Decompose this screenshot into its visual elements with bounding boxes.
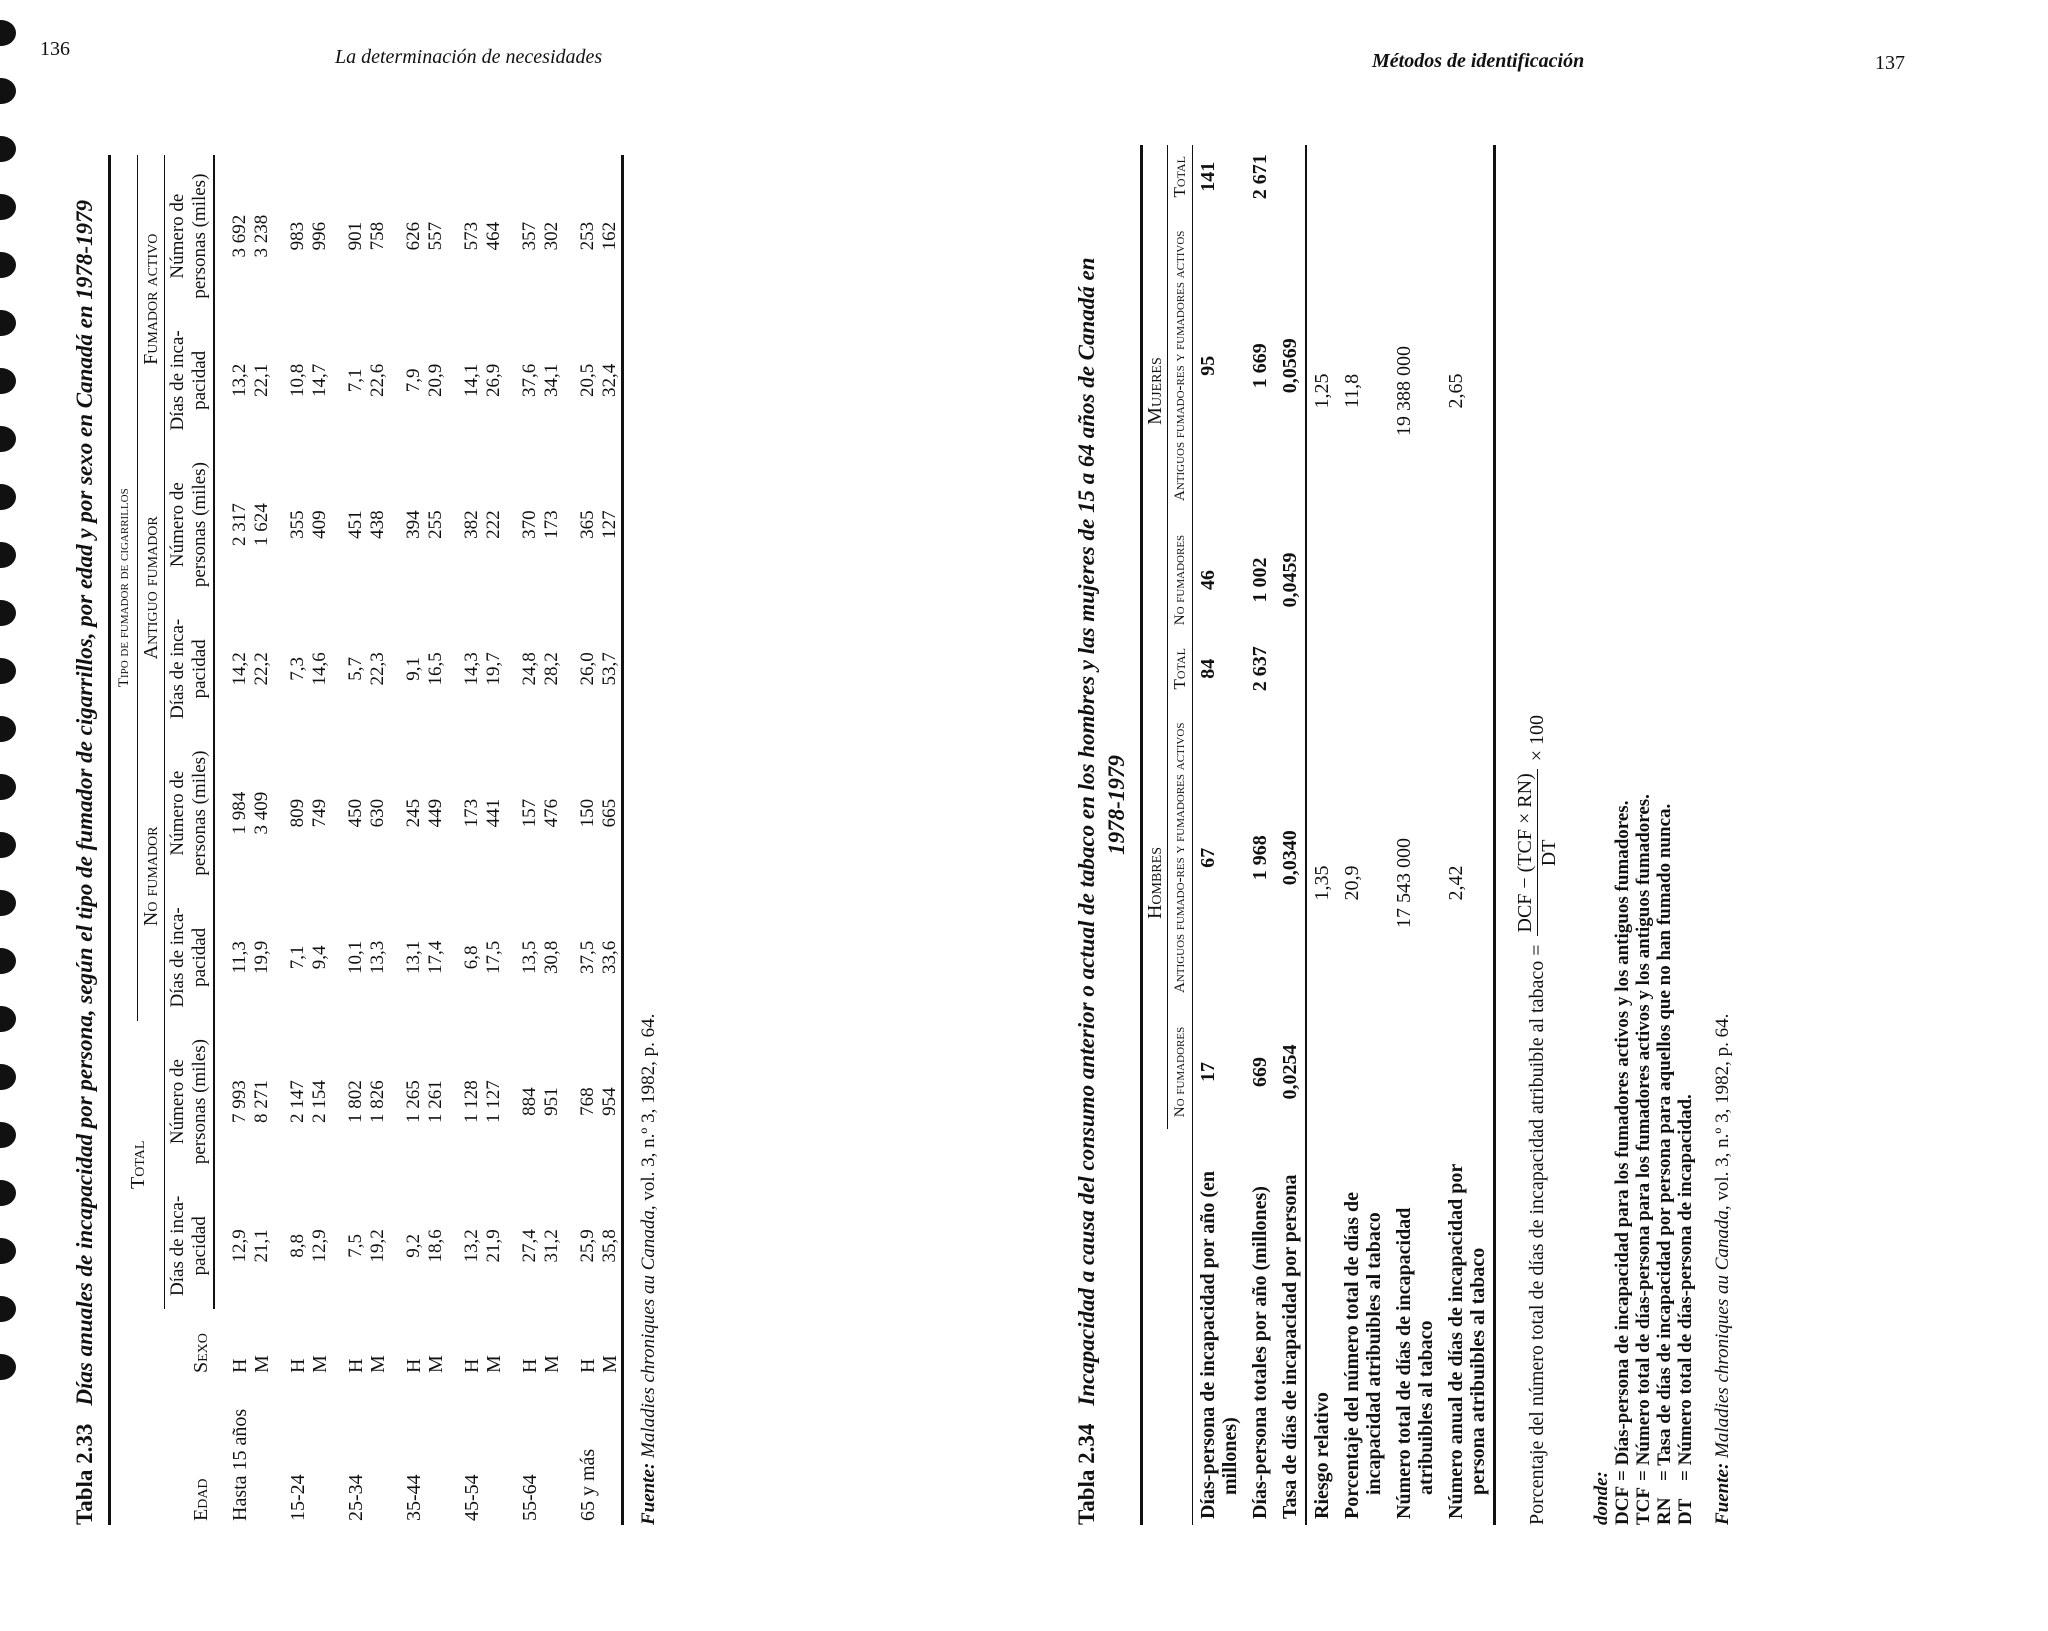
row-label: Tasa de días de incapacidad por persona (1275, 1129, 1306, 1525)
value-cell: 13,2 (461, 1229, 482, 1263)
value-cell: 32,4 (599, 363, 620, 397)
running-head-left: La determinación de necesidades (335, 46, 603, 68)
table-234-title-cont: 1978-1979 (1104, 755, 1129, 855)
age-cell (425, 1377, 447, 1525)
col-total: Total (1168, 145, 1193, 209)
value-cell: 9,2 (403, 1233, 424, 1258)
value-cell: 37,5 (577, 940, 598, 974)
table-row (599, 155, 623, 1525)
value-cell: 449 (425, 798, 446, 828)
sex-cell: H (461, 1358, 483, 1373)
value-cell: 10,8 (287, 363, 308, 397)
value-cell: 394 (403, 510, 424, 539)
value-cell: 1 669 (1249, 343, 1271, 389)
value-cell: 14,2 (229, 652, 250, 686)
value-cell: 22,2 (251, 652, 272, 686)
value-cell: 14,1 (461, 363, 482, 397)
binding-hole (0, 774, 16, 800)
row-label: Días-persona de incapacidad por año (en millones) (1197, 1170, 1241, 1519)
table-233-source: Fuente: Maladies chroniques au Canada, vol. 3, n.º 3, 1982, p. 64. (638, 1013, 659, 1525)
value-cell: 8 271 (251, 1080, 272, 1123)
group-hombres: Hombres (1142, 637, 1168, 1129)
col-antiguos: Antiguos fumado-res y fumadores activos (1168, 701, 1193, 1016)
legend-key: TCF (1633, 1487, 1654, 1525)
value-cell: 35,8 (599, 1229, 620, 1263)
col-sexo: Sexo (190, 1333, 212, 1373)
value-cell: 30,8 (541, 940, 562, 974)
table-234-page (1072, 85, 2012, 1525)
hombres-value: 2,42 (1445, 865, 1467, 901)
sub-dias: Días de inca-pacidad (165, 894, 215, 1020)
value-cell: 10,1 (345, 940, 366, 974)
binding-hole (0, 20, 16, 46)
value-cell: 13,3 (367, 940, 388, 974)
value-cell: 370 (519, 510, 540, 539)
value-cell: 382 (461, 510, 482, 539)
binding-hole (0, 136, 16, 162)
sub-numero: Número de personas (miles) (165, 444, 215, 606)
value-cell: 19,9 (251, 940, 272, 974)
table-row (563, 155, 599, 1525)
row-label: Riesgo relativo (1311, 1392, 1333, 1519)
binding-hole (0, 1064, 16, 1090)
value-cell: 27,4 (519, 1229, 540, 1263)
table-row (331, 155, 367, 1525)
mujeres-value: 2,65 (1445, 373, 1467, 409)
value-cell: 355 (287, 510, 308, 539)
table-233 (108, 155, 624, 1525)
value-cell: 173 (461, 798, 482, 828)
age-cell: 65 y más (577, 1448, 599, 1521)
value-cell: 16,5 (425, 652, 446, 686)
binding-hole (0, 1006, 16, 1032)
value-cell: 24,8 (519, 652, 540, 686)
value-cell: 17 (1197, 1062, 1219, 1082)
row-label: Días-persona totales por año (millones) (1249, 1186, 1271, 1519)
legend (1591, 85, 1733, 1525)
value-cell: 365 (577, 510, 598, 539)
age-cell: 35-44 (403, 1474, 425, 1521)
hombres-value: 1,35 (1311, 865, 1333, 901)
value-cell: 162 (599, 221, 620, 251)
sex-cell: H (345, 1358, 367, 1373)
hombres-value: 20,9 (1341, 865, 1363, 901)
age-cell (309, 1377, 331, 1525)
value-cell: 409 (309, 510, 330, 539)
value-cell: 3 692 (229, 214, 250, 258)
value-cell: 884 (519, 1087, 540, 1116)
sex-cell: M (309, 1355, 331, 1373)
value-cell: 809 (287, 798, 308, 828)
sub-numero: Número de personas (miles) (165, 732, 215, 894)
value-cell: 1 802 (345, 1080, 366, 1123)
value-cell: 2 147 (287, 1080, 308, 1123)
value-cell: 3 409 (251, 791, 272, 835)
legend-donde: donde: (1591, 1471, 1612, 1525)
age-cell (367, 1377, 389, 1525)
value-cell: 245 (403, 798, 424, 828)
group-fumador-activo: Fumador activo (138, 155, 165, 444)
table-row (1193, 145, 1246, 1525)
binding-hole (0, 890, 16, 916)
value-cell: 626 (403, 221, 424, 251)
value-cell: 1 984 (229, 791, 250, 835)
table-row (425, 155, 447, 1525)
table-row (309, 155, 331, 1525)
value-cell: 28,2 (541, 652, 562, 686)
value-cell: 1 624 (251, 503, 272, 546)
col-edad: Edad (190, 1478, 212, 1521)
value-cell: 22,6 (367, 363, 388, 397)
value-cell: 441 (483, 798, 504, 828)
binding-hole (0, 194, 16, 220)
value-cell: 127 (599, 510, 620, 539)
sex-cell: H (403, 1358, 425, 1373)
legend-item (1612, 85, 1633, 1525)
formula-lead: Porcentaje del número total de días de incapacidad atribuible al tabaco = (1526, 944, 1548, 1525)
value-cell: 302 (541, 221, 562, 251)
binding-hole (0, 832, 16, 858)
value-cell: 26,9 (483, 363, 504, 397)
value-cell: 901 (345, 221, 366, 251)
sub-dias: Días de inca-pacidad (165, 606, 215, 732)
col-total: Total (1168, 637, 1193, 700)
legend-key: RN (1654, 1497, 1675, 1525)
value-cell: 357 (519, 221, 540, 251)
row-label: Número anual de días de incapacidad por persona atribuibles al tabaco (1445, 1164, 1489, 1519)
value-cell: 9,1 (403, 656, 424, 681)
value-cell: 37,6 (519, 363, 540, 397)
value-cell: 573 (461, 221, 482, 251)
row-label: Número total de días de incapacidad atribuibles al tabaco (1393, 1207, 1437, 1519)
running-head-right: Métodos de identificación (1372, 50, 1585, 72)
value-cell: 2 317 (229, 503, 250, 546)
value-cell: 2 637 (1249, 646, 1271, 692)
value-cell: 7 993 (229, 1080, 250, 1123)
formula (1514, 85, 1561, 1525)
value-cell: 17,5 (483, 940, 504, 974)
table-row (1441, 145, 1495, 1525)
binding-hole (0, 948, 16, 974)
sex-cell: M (541, 1355, 563, 1373)
table-row (1275, 145, 1306, 1525)
value-cell: 22,3 (367, 652, 388, 686)
value-cell: 2 671 (1249, 154, 1271, 200)
sub-numero: Número de personas (miles) (165, 155, 215, 317)
value-cell: 1 128 (461, 1080, 482, 1123)
value-cell: 14,6 (309, 652, 330, 686)
sub-dias: Días de inca-pacidad (165, 1183, 215, 1309)
value-cell: 0,0569 (1275, 209, 1306, 524)
sex-cell: H (519, 1358, 541, 1373)
value-cell: 18,6 (425, 1229, 446, 1263)
value-cell: 451 (345, 510, 366, 539)
value-cell: 150 (577, 798, 598, 828)
value-cell: 983 (287, 221, 308, 251)
value-cell: 5,7 (345, 656, 366, 681)
formula-fraction (1514, 769, 1561, 936)
age-cell: 45-54 (461, 1474, 483, 1521)
value-cell: 1 265 (403, 1080, 424, 1123)
value-cell: 768 (577, 1087, 598, 1116)
table-row (483, 155, 505, 1525)
table-row (1245, 145, 1275, 1525)
value-cell: 25,9 (577, 1229, 598, 1263)
mujeres-value: 19 388 000 (1393, 346, 1415, 437)
value-cell: 1 261 (425, 1080, 446, 1123)
value-cell: 13,2 (229, 363, 250, 397)
col-no-fumadores: No fumadores (1168, 523, 1193, 637)
table-234-source: Fuente: Maladies chroniques au Canada, vol. 3, n.º 3, 1982, p. 64. (1712, 1013, 1733, 1525)
value-cell: 14,3 (461, 652, 482, 686)
value-cell: 2 154 (309, 1080, 330, 1123)
value-cell: 1 127 (483, 1080, 504, 1123)
legend-desc: = Tasa de días de incapacidad por persona para aquellos que no han fumado nunca. (1654, 803, 1675, 1481)
value-cell: 253 (577, 221, 598, 251)
value-cell: 996 (309, 221, 330, 251)
binding-hole (0, 1296, 16, 1322)
table-234 (1140, 145, 1496, 1525)
value-cell: 12,9 (309, 1229, 330, 1263)
legend-item (1675, 85, 1696, 1525)
group-antiguo-fumador: Antiguo fumador (138, 444, 165, 732)
legend-desc: = Días-persona de incapacidad para los fumadores activos y los antiguos fumadores. (1612, 800, 1633, 1481)
group-no-fumador: No fumador (138, 732, 165, 1020)
sex-cell: M (367, 1355, 389, 1373)
value-cell: 33,6 (599, 940, 620, 974)
value-cell: 21,1 (251, 1229, 272, 1263)
value-cell: 13,5 (519, 940, 540, 974)
table-234-title: Incapacidad a causa del consumo anterior o actual de tabaco en los hombres y las mujeres de 15 a 64 años de Canadá en (1074, 257, 1099, 1406)
table-233-title: Días anuales de incapacidad por persona, según el tipo de fumador de cigarrillos, por edad y por sexo en Canadá en 1978-1979 (72, 199, 97, 1406)
value-cell: 19,2 (367, 1229, 388, 1263)
binding-hole (0, 542, 16, 568)
value-cell: 7,9 (403, 368, 424, 393)
sub-numero: Número de personas (miles) (165, 1021, 215, 1183)
value-cell: 141 (1197, 161, 1219, 192)
table-row (1389, 145, 1441, 1525)
value-cell: 157 (519, 798, 540, 828)
value-cell: 46 (1197, 570, 1219, 591)
value-cell: 6,8 (461, 945, 482, 970)
value-cell: 3 238 (251, 214, 272, 258)
value-cell (1275, 637, 1306, 700)
value-cell: 255 (425, 510, 446, 539)
value-cell: 13,1 (403, 940, 424, 974)
table-row (214, 155, 251, 1525)
table-row (389, 155, 425, 1525)
table-233-page (70, 85, 950, 1525)
sex-cell: M (599, 1355, 621, 1373)
value-cell: 7,1 (287, 945, 308, 970)
binding-hole (0, 1354, 16, 1380)
table-233-caption (70, 85, 100, 1525)
table-row (367, 155, 389, 1525)
legend-key: DT (1675, 1498, 1696, 1525)
age-cell (251, 1377, 273, 1525)
age-cell: 15-24 (287, 1474, 309, 1521)
binding-hole (0, 368, 16, 394)
age-cell (483, 1377, 505, 1525)
age-cell (599, 1377, 623, 1525)
legend-item (1654, 85, 1675, 1525)
binding-hole (0, 78, 16, 104)
hombres-value: 17 543 000 (1393, 838, 1415, 929)
binding-hole (0, 716, 16, 742)
binding-hole (0, 600, 16, 626)
value-cell: 954 (599, 1087, 620, 1116)
age-cell: 25-34 (345, 1474, 367, 1521)
binding-hole (0, 1238, 16, 1264)
col-antiguos: Antiguos fumado-res y fumadores activos (1168, 209, 1193, 524)
value-cell (1275, 145, 1306, 209)
table-row (541, 155, 563, 1525)
value-cell: 20,5 (577, 363, 598, 397)
mujeres-value: 1,25 (1311, 373, 1333, 409)
value-cell: 7,3 (287, 656, 308, 681)
value-cell: 665 (599, 798, 620, 828)
formula-tail: × 100 (1526, 714, 1548, 762)
page-number-left: 136 (40, 38, 70, 60)
table-234-label: Tabla 2.34 (1074, 1423, 1099, 1525)
formula-numerator: DCF − (TCF × RN) (1514, 769, 1538, 936)
binding-hole (0, 484, 16, 510)
value-cell: 12,9 (229, 1229, 250, 1263)
value-cell: 84 (1197, 658, 1219, 679)
col-no-fumadores: No fumadores (1168, 1015, 1193, 1129)
table-row (251, 155, 273, 1525)
sex-cell: M (251, 1355, 273, 1373)
legend-desc: = Número total de días-persona para los fumadores activos y los antiguos fumadores. (1633, 794, 1654, 1481)
value-cell: 0,0340 (1275, 701, 1306, 1016)
value-cell: 31,2 (541, 1229, 562, 1263)
value-cell: 1 968 (1249, 835, 1271, 881)
formula-denominator: DT (1538, 839, 1560, 867)
value-cell: 21,9 (483, 1229, 504, 1263)
page-number-right: 137 (1875, 52, 1905, 74)
value-cell: 19,7 (483, 652, 504, 686)
value-cell: 758 (367, 221, 388, 251)
value-cell: 450 (345, 798, 366, 828)
value-cell: 67 (1197, 847, 1219, 868)
value-cell: 22,1 (251, 363, 272, 397)
value-cell: 95 (1197, 355, 1219, 376)
value-cell: 669 (1249, 1057, 1271, 1087)
binding-hole (0, 1122, 16, 1148)
age-cell (541, 1377, 563, 1525)
legend-item (1633, 85, 1654, 1525)
value-cell: 9,4 (309, 945, 330, 970)
value-cell: 1 826 (367, 1080, 388, 1123)
table-row (1337, 145, 1389, 1525)
age-cell: Hasta 15 años (228, 1408, 251, 1521)
value-cell: 749 (309, 798, 330, 828)
sex-cell: M (483, 1355, 505, 1373)
value-cell: 8,8 (287, 1233, 308, 1258)
binding-hole (0, 426, 16, 452)
value-cell: 7,1 (345, 368, 366, 393)
binding-holes (0, 0, 22, 1631)
table-row (505, 155, 541, 1525)
group-total: Total (110, 1021, 165, 1309)
value-cell: 53,7 (599, 652, 620, 686)
value-cell: 14,7 (309, 363, 330, 397)
value-cell: 951 (541, 1087, 562, 1116)
value-cell: 1 002 (1249, 557, 1271, 603)
table-row (447, 155, 483, 1525)
value-cell: 464 (483, 221, 504, 251)
value-cell: 34,1 (541, 363, 562, 397)
sex-cell: H (577, 1358, 599, 1373)
group-mujeres: Mujeres (1142, 145, 1168, 637)
binding-hole (0, 252, 16, 278)
col-tipo-fumador: Tipo de fumador de cigarrillos (110, 155, 138, 1021)
sex-cell: H (228, 1358, 251, 1373)
age-cell: 55-64 (519, 1474, 541, 1521)
value-cell: 173 (541, 510, 562, 539)
value-cell: 11,3 (229, 941, 250, 974)
mujeres-value: 11,8 (1341, 373, 1363, 409)
value-cell: 17,4 (425, 940, 446, 974)
value-cell: 630 (367, 798, 388, 828)
row-label: Porcentaje del número total de días de incapacidad atribuibles al tabaco (1341, 1191, 1385, 1519)
value-cell: 26,0 (577, 652, 598, 686)
value-cell: 438 (367, 510, 388, 539)
table-row (273, 155, 309, 1525)
table-234-caption (1072, 85, 1132, 1525)
value-cell: 20,9 (425, 363, 446, 397)
binding-hole (0, 310, 16, 336)
binding-hole (0, 1180, 16, 1206)
legend-desc: = Número total de días-persona de incapacidad. (1675, 1094, 1696, 1481)
value-cell: 0,0459 (1275, 523, 1306, 637)
value-cell: 7,5 (345, 1233, 366, 1258)
value-cell: 222 (483, 510, 504, 539)
legend-key: DCF (1612, 1485, 1633, 1525)
sub-dias: Días de inca-pacidad (165, 317, 215, 443)
table-row (1306, 145, 1337, 1525)
value-cell: 557 (425, 221, 446, 251)
table-233-label: Tabla 2.33 (72, 1423, 97, 1525)
sex-cell: M (425, 1355, 447, 1373)
value-cell: 0,0254 (1275, 1015, 1306, 1129)
value-cell: 476 (541, 798, 562, 828)
binding-hole (0, 658, 16, 684)
sex-cell: H (287, 1358, 309, 1373)
